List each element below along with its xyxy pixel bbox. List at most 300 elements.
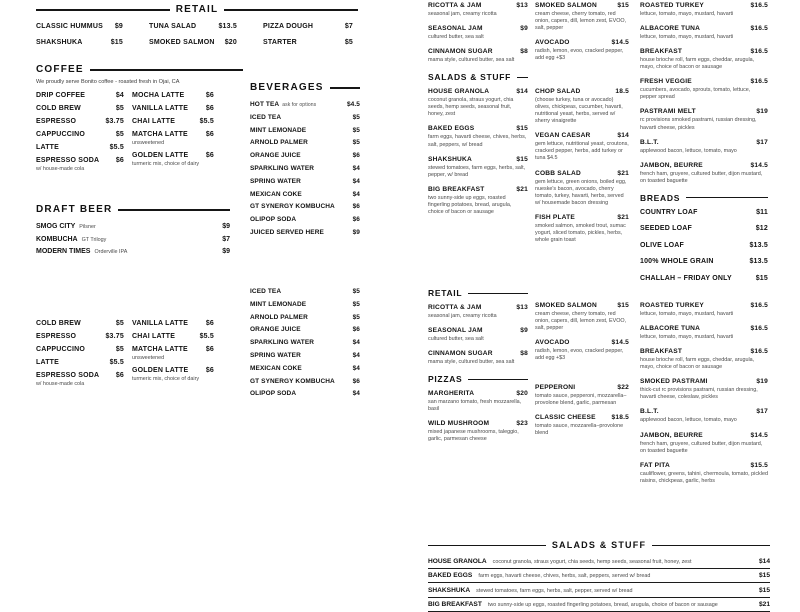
item-price: $13.5	[218, 23, 237, 31]
menu-item	[640, 275, 768, 283]
item-name: SEASONAL JAM	[428, 25, 483, 33]
menu-item	[535, 170, 629, 207]
item-row	[640, 162, 768, 170]
section-title: SALADS & STUFF	[552, 540, 646, 550]
item-row	[640, 275, 768, 283]
item-price: $17	[756, 408, 768, 416]
menu-item	[36, 346, 124, 354]
item-name: SMOKED PASTRAMI	[640, 378, 708, 386]
item-price: $8	[520, 350, 528, 358]
item-price: $4	[353, 178, 360, 185]
item-description: french ham, gruyere, cultured butter, dijon mustard, on toasted baguette	[640, 441, 768, 455]
item-price: $16.5	[750, 325, 768, 333]
item-row	[428, 48, 528, 56]
item-price: $13	[516, 2, 528, 10]
menu-item	[640, 408, 768, 424]
item-price: $18.5	[611, 414, 629, 422]
menu-item	[149, 39, 237, 47]
draft-beer-section	[36, 204, 230, 261]
item-price: $15	[759, 572, 770, 579]
item-name: SHAKSHUKA	[36, 39, 83, 47]
item-name: MODERN TIMES	[36, 248, 90, 255]
item-price: $21	[617, 214, 629, 222]
item-description: mixed japanese mushrooms, taleggio, garlic, parmesan cheese	[428, 429, 528, 443]
item-price: $13	[516, 304, 528, 312]
item-price: $5.5	[200, 333, 214, 341]
item-subtext: unsweetened	[132, 140, 214, 146]
item-row	[132, 118, 214, 126]
coffee-heading	[36, 64, 243, 75]
menu-item	[428, 327, 528, 343]
item-name: ROASTED TURKEY	[640, 2, 704, 10]
menu-item	[640, 2, 768, 18]
item-price: $16.5	[750, 348, 768, 356]
item-row	[640, 258, 768, 266]
section-title: SALADS & STUFF	[428, 72, 511, 82]
menu-item	[250, 314, 360, 321]
menu-item	[263, 39, 353, 47]
menu-item	[640, 432, 768, 455]
item-price: $7	[222, 236, 230, 243]
item-row	[132, 92, 214, 100]
coffee-note: We proudly serve Bonito coffee - roasted fresh in Ojai, CA	[36, 79, 243, 85]
menu-item	[535, 384, 629, 407]
item-price: $21	[617, 170, 629, 178]
item-price: $4	[353, 365, 360, 372]
item-price: $19	[756, 378, 768, 386]
item-name: MINT LEMONADE	[250, 127, 306, 134]
item-price: $21	[516, 186, 528, 194]
item-description: stewed tomatoes, farm eggs, herbs, salt, pepper, served w/ bread	[476, 588, 751, 594]
coffee-column-right	[132, 92, 214, 172]
item-name: BREAKFAST	[640, 348, 682, 356]
menu-item	[250, 352, 360, 359]
item-name: MARGHERITA	[428, 390, 474, 398]
item-name: ARNOLD PALMER	[250, 139, 308, 146]
item-name: ALBACORE TUNA	[640, 25, 700, 33]
item-row	[428, 327, 528, 335]
item-row	[535, 132, 629, 140]
item-subtext: w/ house-made cola	[36, 381, 124, 387]
item-price: $16.5	[750, 302, 768, 310]
item-price: $15	[617, 2, 629, 10]
coffee-column-right	[132, 320, 214, 387]
item-price: $5	[353, 139, 360, 146]
beverages-items	[250, 101, 360, 236]
item-price: $15	[759, 587, 770, 594]
item-name: MINT LEMONADE	[250, 301, 306, 308]
item-name: CAPPUCCINO	[36, 346, 85, 354]
pizza-items	[428, 390, 528, 443]
item-price: $4	[353, 352, 360, 359]
item-row	[428, 2, 528, 10]
item-row	[36, 92, 124, 100]
coffee-list	[36, 320, 215, 393]
salads-band-rows	[428, 554, 770, 612]
item-price: $15	[111, 39, 123, 47]
menu-item	[250, 301, 360, 308]
item-price: $11	[756, 209, 768, 217]
menu-item	[428, 598, 770, 612]
item-row	[428, 88, 528, 96]
item-name: MEXICAN COKE	[250, 191, 302, 198]
menu-item	[36, 144, 124, 152]
item-name: OLIPOP SODA	[250, 216, 296, 223]
item-name: BREAKFAST	[640, 48, 682, 56]
item-row	[640, 242, 768, 250]
section-title: PIZZAS	[428, 374, 462, 384]
item-subtext: GT Trilogy	[82, 237, 107, 243]
menu-item	[428, 125, 528, 148]
menu-item	[428, 88, 528, 118]
menu-item	[36, 223, 230, 230]
item-name: FISH PLATE	[535, 214, 575, 222]
item-price: $19	[756, 108, 768, 116]
toasts-salads-column	[535, 2, 629, 251]
pizza-items	[535, 384, 629, 437]
item-price: $5	[116, 320, 124, 328]
item-row	[428, 156, 528, 164]
item-subtext: ask for options	[282, 102, 316, 108]
item-name: CINNAMON SUGAR	[428, 350, 493, 358]
item-name: RICOTTA & JAM	[428, 304, 482, 312]
menu-item	[250, 165, 360, 172]
menu-item	[428, 569, 770, 584]
item-description: house brioche roll, farm eggs, cheddar, arugula, mayo, choice of bacon or sausage	[640, 57, 768, 71]
menu-item	[428, 304, 528, 320]
menu-item	[535, 214, 629, 244]
item-price: $6	[353, 203, 360, 210]
item-name: KOMBUCHA	[36, 236, 78, 243]
item-row	[535, 170, 629, 178]
item-price: $6	[206, 152, 214, 160]
retail-spreads-column	[428, 2, 528, 223]
item-name: PEPPERONI	[535, 384, 575, 392]
item-row	[132, 346, 214, 354]
item-name: OLIVE LOAF	[640, 242, 684, 250]
spread-items	[428, 304, 528, 366]
menu-item	[36, 105, 124, 113]
item-row	[428, 186, 528, 194]
toast-items	[535, 2, 629, 62]
item-name: VEGAN CAESAR	[535, 132, 591, 140]
menu-item	[132, 367, 214, 383]
menu-item	[535, 414, 629, 437]
menu-item	[36, 118, 124, 126]
item-description: lettuce, tomato, mayo, mustard, havarti	[640, 34, 768, 41]
item-subtext: unsweetened	[132, 355, 214, 361]
menu-item	[640, 25, 768, 41]
menu-item	[428, 2, 528, 18]
coffee-column-left	[36, 320, 124, 393]
item-price: $14.5	[750, 432, 768, 440]
section-title: COFFEE	[36, 64, 84, 75]
item-row	[428, 420, 528, 428]
item-description: (choose turkey, tuna or avocado) olives, chickpeas, cucumber, havarti, nutritional yeast, herbs, served w/ sherry vinaigrette	[535, 97, 629, 125]
item-row	[428, 25, 528, 33]
section-title: DRAFT BEER	[36, 204, 112, 215]
item-name: MEXICAN COKE	[250, 365, 302, 372]
item-name: SMOG CITY	[36, 223, 75, 230]
item-price: $20	[516, 390, 528, 398]
item-name: DRIP COFFEE	[36, 92, 85, 100]
item-row	[535, 339, 629, 347]
item-name: WILD MUSHROOM	[428, 420, 489, 428]
item-price: $6	[353, 326, 360, 333]
item-price: $15	[756, 275, 768, 283]
spread-items	[428, 2, 528, 64]
item-name: HOT TEA	[250, 101, 279, 108]
menu-item	[250, 178, 360, 185]
item-price: $14	[516, 88, 528, 96]
item-price: $4	[353, 390, 360, 397]
item-name: SMOKED SALMON	[535, 2, 597, 10]
item-price: $6	[206, 367, 214, 375]
item-description: gem lettuce, nutritional yeast, croutons, cracked pepper, herbs, add turkey or tuna $4.5	[535, 141, 629, 162]
item-price: $20	[225, 39, 237, 47]
item-row	[428, 350, 528, 358]
item-name: B.L.T.	[640, 408, 659, 416]
item-row	[132, 320, 214, 328]
item-description: cucumbers, avocado, sprouts, tomato, lettuce, pepper spread	[640, 87, 768, 101]
menu-item	[640, 302, 768, 318]
item-description: mama style, cultured butter, sea salt	[428, 57, 528, 64]
item-price: $15	[617, 302, 629, 310]
item-name: ESPRESSO SODA	[36, 157, 99, 165]
menu-item	[250, 365, 360, 372]
menu-item	[36, 23, 123, 31]
item-name: ESPRESSO	[36, 118, 76, 126]
item-row	[535, 2, 629, 10]
item-price: $5	[353, 114, 360, 121]
item-description: rc provisions smoked pastrami, russian dressing, havarti cheese, pickles	[640, 117, 768, 131]
item-price: $22	[617, 384, 629, 392]
item-price: $15	[516, 125, 528, 133]
menu-item	[36, 131, 124, 139]
item-price: $4.5	[347, 101, 360, 108]
item-name: AVOCADO	[535, 39, 570, 47]
item-name: PASTRAMI MELT	[640, 108, 696, 116]
item-description: lettuce, tomato, mayo, mustard, havarti	[640, 311, 768, 318]
item-description: cultured butter, sea salt	[428, 336, 528, 343]
item-name: CAPPUCCINO	[36, 131, 85, 139]
menu-item	[640, 78, 768, 101]
item-name: GOLDEN LATTE	[132, 367, 188, 375]
item-price: $6	[206, 346, 214, 354]
item-price: $14	[759, 558, 770, 565]
menu-item	[428, 420, 528, 443]
draft-beer-items	[36, 223, 230, 255]
retail-section	[36, 4, 358, 47]
item-price: $6	[206, 105, 214, 113]
item-name: SEEDED LOAF	[640, 225, 692, 233]
item-price: $5	[353, 288, 360, 295]
item-name: B.L.T.	[640, 139, 659, 147]
item-price: $4	[353, 165, 360, 172]
menu-item	[640, 325, 768, 341]
sandwiches-breads-column	[640, 2, 768, 291]
item-name: SHAKSHUKA	[428, 156, 472, 164]
item-description: lettuce, tomato, mayo, mustard, havarti	[640, 334, 768, 341]
item-description: radish, lemon, evoo, cracked pepper, add egg +$3	[535, 48, 629, 62]
item-price: $16.5	[750, 78, 768, 86]
item-name: HOUSE GRANOLA	[428, 558, 487, 565]
menu-item	[428, 25, 528, 41]
menu-item	[640, 209, 768, 217]
menu-item	[535, 39, 629, 62]
beverages-section	[250, 82, 360, 242]
item-description: lettuce, tomato, mayo, mustard, havarti	[640, 11, 768, 18]
item-name: BIG BREAKFAST	[428, 186, 484, 194]
item-name: TUNA SALAD	[149, 23, 196, 31]
coffee-section	[36, 64, 243, 178]
item-price: $5	[116, 105, 124, 113]
item-price: $14	[617, 132, 629, 140]
item-name: SPRING WATER	[250, 178, 301, 185]
menu-item	[149, 23, 237, 31]
item-row	[640, 302, 768, 310]
item-name: ALBACORE TUNA	[640, 325, 700, 333]
item-price: $4	[353, 339, 360, 346]
menu-item	[36, 359, 124, 367]
item-price: $6	[116, 157, 124, 165]
item-price: 18.5	[615, 88, 629, 96]
item-name: STARTER	[263, 39, 297, 47]
item-description: stewed tomatoes, farm eggs, herbs, salt, pepper, w/ bread	[428, 165, 528, 179]
item-price: $9	[353, 229, 360, 236]
menu-item	[132, 320, 214, 328]
menu-item	[36, 236, 230, 243]
menu-item	[132, 92, 214, 100]
menu-item	[640, 462, 768, 485]
item-subtext: turmeric mix, choice of dairy	[132, 161, 214, 167]
item-price: $6	[116, 372, 124, 380]
item-description: two sunny-side up eggs, roasted fingerling potatoes, bread, arugula, choice of bacon or sausage	[428, 195, 528, 216]
item-name: MOCHA LATTE	[132, 92, 184, 100]
item-row	[535, 214, 629, 222]
item-row	[428, 125, 528, 133]
item-row	[640, 325, 768, 333]
item-name: GT SYNERGY KOMBUCHA	[250, 378, 335, 385]
item-row	[428, 304, 528, 312]
item-description: coconut granola, straus yogurt, chia seeds, hemp seeds, seasonal fruit, honey, zest	[428, 97, 528, 118]
item-price: $14.5	[750, 162, 768, 170]
menu-item	[428, 554, 770, 569]
item-price: $5.5	[200, 118, 214, 126]
menu-item	[132, 105, 214, 113]
item-price: $4	[353, 191, 360, 198]
item-name: MATCHA LATTE	[132, 131, 188, 139]
menu-item	[250, 203, 360, 210]
item-price: $9	[115, 23, 123, 31]
item-row	[640, 378, 768, 386]
item-name: BAKED EGGS	[428, 572, 472, 579]
menu-item	[640, 139, 768, 155]
item-price: $13.5	[749, 242, 768, 250]
item-row	[640, 78, 768, 86]
item-description: san marzano tomato, fresh mozzarella, basil	[428, 399, 528, 413]
item-description: cream cheese, cherry tomato, red onion, capers, dill, lemon zest, EVOO, salt, pepper	[535, 311, 629, 332]
item-name: ROASTED TURKEY	[640, 302, 704, 310]
item-name: COBB SALAD	[535, 170, 581, 178]
item-row	[36, 118, 124, 126]
item-name: SMOKED SALMON	[535, 302, 597, 310]
item-name: CLASSIC CHEESE	[535, 414, 596, 422]
menu-item	[640, 258, 768, 266]
menu-item	[36, 333, 124, 341]
item-row	[36, 157, 124, 165]
item-name: AVOCADO	[535, 339, 570, 347]
menu-item	[640, 225, 768, 233]
item-row	[640, 139, 768, 147]
menu-item	[428, 390, 528, 413]
item-name: SEASONAL JAM	[428, 327, 483, 335]
beverages-heading	[250, 82, 360, 93]
menu-item	[250, 326, 360, 333]
item-price: $15.5	[750, 462, 768, 470]
item-name: ESPRESSO	[36, 333, 76, 341]
item-row	[640, 348, 768, 356]
item-row	[36, 131, 124, 139]
menu-item	[428, 156, 528, 179]
item-price: $4	[116, 92, 124, 100]
item-price: $8	[520, 48, 528, 56]
item-price: $5	[345, 39, 353, 47]
item-price: $5	[353, 127, 360, 134]
item-name: BIG BREAKFAST	[428, 601, 482, 608]
item-price: $6	[353, 152, 360, 159]
item-row	[640, 209, 768, 217]
item-price: $3.75	[105, 118, 124, 126]
item-name: CHALLAH – FRIDAY ONLY	[640, 275, 732, 283]
item-row	[36, 372, 124, 380]
menu-item	[36, 372, 124, 388]
item-description: cauliflower, greens, tahini, chermoula, tomato, pickled raisins, chickpeas, garlic, herbs	[640, 471, 768, 485]
bread-items	[640, 209, 768, 283]
menu-item	[250, 191, 360, 198]
retail-heading	[428, 288, 528, 298]
section-title: RETAIL	[176, 4, 219, 15]
item-row	[36, 320, 124, 328]
item-name: FRESH VEGGIE	[640, 78, 692, 86]
item-row	[640, 432, 768, 440]
item-description: radish, lemon, evoo, cracked pepper, add egg +$3	[535, 348, 629, 362]
item-name: PIZZA DOUGH	[263, 23, 313, 31]
item-name: ORANGE JUICE	[250, 326, 301, 333]
menu-item	[36, 92, 124, 100]
item-price: $12	[756, 225, 768, 233]
item-price: $23	[516, 420, 528, 428]
item-description: gem lettuce, green onions, boiled egg, nueske's bacon, avocado, cherry tomato, turkey, havarti, herbs, served w/ housemade bacon dressing	[535, 179, 629, 207]
menu-item	[250, 127, 360, 134]
menu-item	[640, 162, 768, 185]
item-row	[640, 462, 768, 470]
item-description: smoked salmon, smoked trout, sumac yogurt, sliced tomato, pickles, herbs, whole grain toast	[535, 223, 629, 244]
item-name: COLD BREW	[36, 105, 81, 113]
item-row	[535, 302, 629, 310]
salads-band-heading	[428, 540, 770, 550]
sandwich-items	[640, 2, 768, 185]
menu-item	[132, 333, 214, 341]
menu-item	[36, 320, 124, 328]
menu-item	[36, 248, 230, 255]
item-description: applewood bacon, lettuce, tomato, mayo	[640, 417, 768, 424]
menu-item	[132, 152, 214, 168]
beverages-section-partial	[250, 292, 360, 403]
item-row	[132, 152, 214, 160]
item-price: $6	[206, 92, 214, 100]
item-price: $6	[353, 378, 360, 385]
